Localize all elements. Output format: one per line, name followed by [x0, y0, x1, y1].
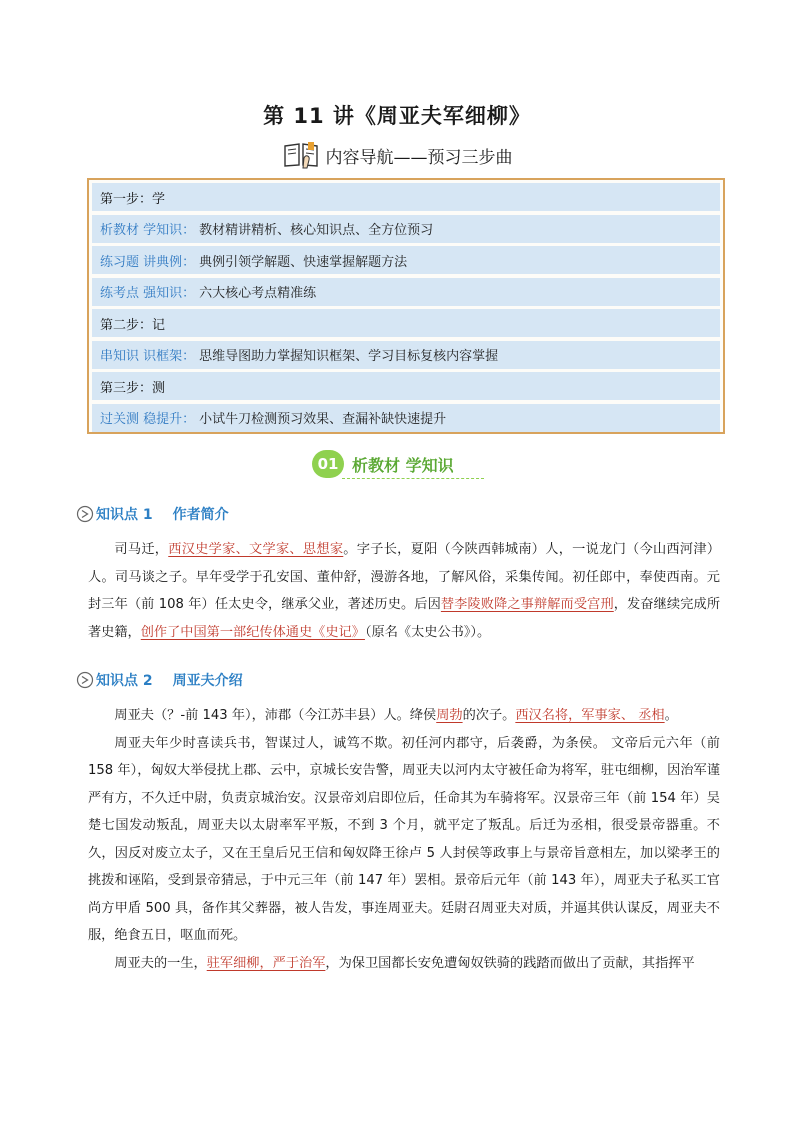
arrow-circle-icon — [76, 671, 94, 689]
nav-step-3: 第三步：测 — [92, 372, 720, 400]
section-underline — [342, 478, 484, 479]
nav-row-5: 过关测 稳提升： 小试牛刀检测预习效果、查漏补缺快速提升 — [92, 404, 720, 432]
knowledge-point-1-header — [76, 504, 229, 524]
subtitle-text: 内容导航——预习三步曲 — [325, 147, 513, 168]
kp1-name: 作者简介 — [172, 507, 229, 523]
nav-row-1: 析教材 学知识： 教材精讲精析、核心知识点、全方位预习 — [92, 215, 720, 243]
page-title: 第 11 讲《周亚夫军细柳》 — [263, 104, 531, 128]
nav-step-1: 第一步：学 — [92, 183, 720, 211]
nav-row-3: 练考点 强知识： 六大核心考点精准练 — [92, 278, 720, 306]
paragraph: 周亚夫的一生，驻军细柳，严于治军，为保卫国都长安免遭匈奴铁骑的践踏而做出了贡献，其指挥平 — [114, 955, 695, 971]
arrow-circle-icon — [76, 505, 94, 523]
section-header — [312, 448, 484, 480]
subtitle — [0, 140, 794, 170]
nav-step-2: 第二步：记 — [92, 309, 720, 337]
content-navigation-box — [87, 178, 725, 434]
paragraph: 周亚夫（？-前 143 年），沛郡（今江苏丰县）人。绛侯周勃的次子。西汉名将，军事家、 丞相。 — [114, 708, 678, 723]
paragraph: 周亚夫年少时喜读兵书，智谋过人，诚笃不欺。初任河内郡守，后袭爵，为条侯。 文帝后元六年（前 158 年），匈奴大举侵扰上郡、云中，京城长安告警，周亚夫以河内太守被任命为将军，驻屯细柳，因治军谨严有方，不久迁中尉，负责京城治安。汉景帝刘启即位后，任命其为车骑将军。汉景帝三年（前 154 年）吴楚七国发动叛乱，周亚夫以太尉率军平叛，不到 3 个月，就平定了叛乱。后迁为丞相，很受景帝器重。不久，因反对废立太子，又在王皇后兄王信和匈奴降王徐卢 5 人封侯等政事上与景帝旨意相左，加以梁孝王的挑拨和诬陷，受到景帝猜忌，于中元三年（前 147 年）罢相。景帝后元年（前 143 年），周亚夫子私买工官尚方甲盾 500 具，备作其父葬器，被人告发，事连周亚夫。廷尉召周亚夫对质，并逼其供认谋反，周亚夫不服，绝食五日，呕血而死。 — [88, 735, 720, 943]
book-icon — [282, 140, 320, 170]
zhou-yafu-intro-paragraphs — [88, 702, 720, 977]
nav-row-4: 串知识 识框架： 思维导图助力掌握知识框架、学习目标复核内容掌握 — [92, 341, 720, 369]
kp2-name: 周亚夫介绍 — [172, 673, 243, 689]
nav-row-2: 练习题 讲典例： 典例引领学解题、快速掌握解题方法 — [92, 246, 720, 274]
section-label: 析教材 学知识 — [352, 455, 454, 475]
author-intro-paragraph: 司马迁，西汉史学家、文学家、思想家。字子长，夏阳（今陕西韩城南）人，一说龙门（今山西河津）人。司马谈之子。早年受学于孔安国、董仲舒，漫游各地，了解风俗，采集传闻。初任郎中，奉使西南。元封三年（前 108 年）任太史令，继承父业，著述历史。后因替李陵败降之事辩解而受宫刑，发奋继续完成所著史籍，创作了中国第一部纪传体通史《史记》（原名《太史公书》）。 — [88, 542, 721, 640]
knowledge-point-2-header — [76, 670, 243, 690]
section-number-badge: 01 — [312, 450, 344, 478]
kp1-title: 知识点 1 — [96, 507, 153, 523]
kp2-title: 知识点 2 — [96, 673, 153, 689]
